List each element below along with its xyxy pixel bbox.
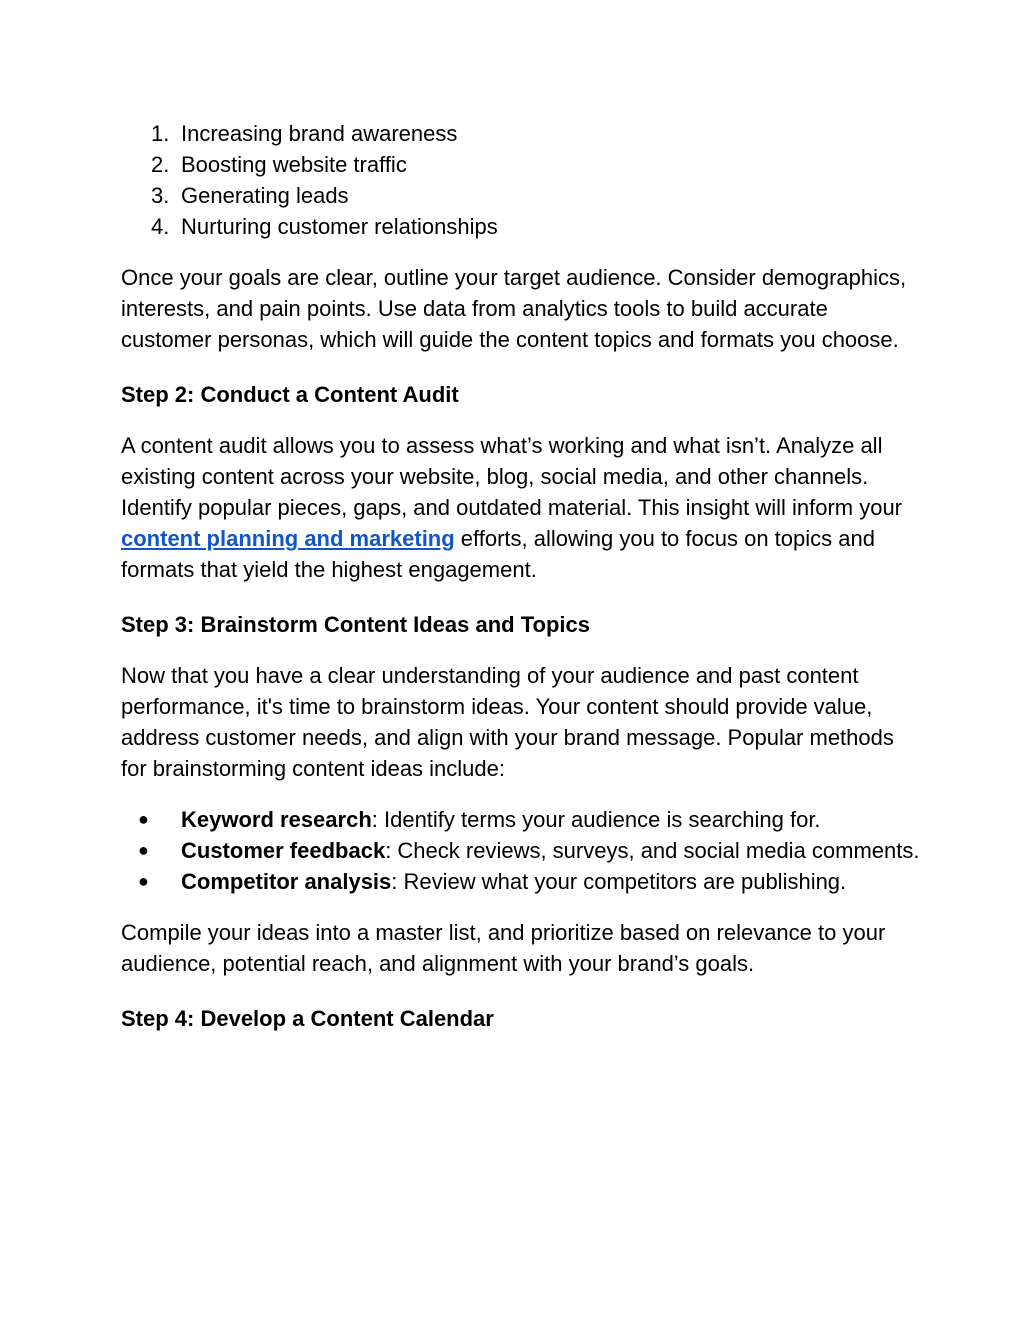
method-term: Keyword research	[181, 807, 372, 832]
method-description: : Identify terms your audience is searching for.	[371, 807, 821, 832]
method-term: Customer feedback	[181, 838, 386, 863]
document-page	[121, 118, 921, 1034]
list-item-text: Nurturing customer relationships	[181, 214, 498, 239]
audit-text-before-link: A content audit allows you to assess what’s working and what isn’t. Analyze all existing content across your website, blog, social media, and other channels. Identify popular pieces, gaps, and outdated material. This insight will inform your	[121, 433, 903, 520]
step3-heading: Step 3: Brainstorm Content Ideas and Topics	[121, 612, 590, 637]
list-item-text: Increasing brand awareness	[181, 121, 458, 146]
list-item: 2. Boosting website traffic	[151, 152, 407, 177]
list-item-text: Generating leads	[181, 183, 349, 208]
list-item	[121, 804, 921, 835]
goals-list	[121, 118, 921, 242]
list-item	[121, 866, 921, 897]
step2-heading: Step 2: Conduct a Content Audit	[121, 382, 459, 407]
compile-paragraph: Compile your ideas into a master list, and prioritize based on relevance to your audience, potential reach, and alignment with your brand’s goals.	[121, 920, 886, 976]
list-item: 1. Increasing brand awareness	[151, 121, 458, 146]
method-term: Competitor analysis	[181, 869, 392, 894]
audit-text-after-link: efforts, allowing you to focus on topics and formats that yield the highest engagement.	[121, 526, 875, 582]
content-planning-link[interactable]: content planning and marketing	[121, 526, 455, 551]
list-item	[121, 835, 921, 866]
bullet-icon: ●	[138, 871, 149, 891]
bullet-icon: ●	[138, 840, 149, 860]
method-description: : Review what your competitors are publishing.	[391, 869, 847, 894]
audit-paragraph	[121, 430, 921, 585]
list-item: 4. Nurturing customer relationships	[151, 214, 498, 239]
step4-heading: Step 4: Develop a Content Calendar	[121, 1006, 494, 1031]
list-item-text: Boosting website traffic	[181, 152, 407, 177]
list-item: 3. Generating leads	[151, 183, 349, 208]
brainstorm-methods-list	[121, 804, 921, 897]
audience-paragraph: Once your goals are clear, outline your target audience. Consider demographics, interests, and pain points. Use data from analytics tools to build accurate customer personas, which will guide the content topics and formats you choose.	[121, 265, 907, 352]
bullet-icon: ●	[138, 809, 149, 829]
brainstorm-paragraph: Now that you have a clear understanding of your audience and past content performance, it's time to brainstorm ideas. Your content should provide value, address customer needs, and align with your brand message. Popular methods for brainstorming content ideas include:	[121, 663, 894, 781]
method-description: : Check reviews, surveys, and social media comments.	[385, 838, 920, 863]
